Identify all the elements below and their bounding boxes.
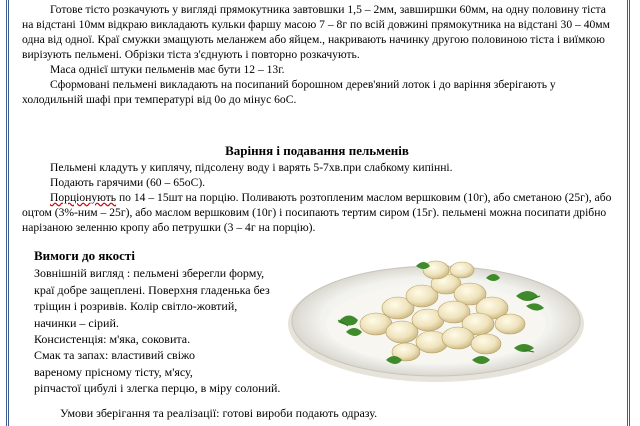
paragraph-mass: Маса однієї штуки пельменів має бути 12 – 13г.	[50, 63, 285, 76]
cooking-section	[22, 160, 612, 235]
paragraph-storage-before: Сформовані пельмені викладають на посипаний борошном дерев'яний лоток і до варіння зберігають у холодильній шафі при температурі від 0о до мінус 6оС.	[22, 78, 556, 106]
quality-line: ріпчастої цибулі і злегка перцю, в міру солоний.	[34, 381, 281, 396]
storage-note: Умови зберігання та реалізації: готові вироби подають одразу.	[60, 406, 378, 420]
pelmeni-plate-image	[286, 236, 586, 386]
paragraph-boil: Пельмені кладуть у киплячу, підсолену воду і варять 5-7хв.при слабкому кипінні.	[50, 161, 453, 174]
quality-line: Зовнішній вигляд : пельмені зберегли форму,	[34, 266, 265, 281]
quality-line: начинки – сірий.	[34, 315, 119, 330]
portion-text: по 14 – 15шт на порцію. Поливають розтопленим маслом вершковим (10г), або сметаною (25г), або оцтом (3%-ним – 25г), або маслом вершковим (10г) і посипають тертим сиром (15г). пельмені можна посипати дрібно нарізаною зеленню кропу або петрушки (3 – 4г на порцію).	[22, 191, 612, 234]
paragraph-serve-temp: Подають гарячими (60 – 65оС).	[50, 176, 206, 189]
quality-line: тріщин і розривів. Колір світло-жовтий,	[34, 299, 238, 314]
quality-line: Консистенція: м'яка, соковита.	[34, 332, 191, 347]
quality-line: Смак та запах: властивий свіжо	[34, 348, 196, 363]
portion-word: Порціонують	[50, 191, 117, 204]
paragraph-dough: Готове тісто розкачують у вигляді прямокутника завтовшки 1,5 – 2мм, завширшки 60мм, на одну половину тіста на відстані 10мм відкраю викладають кульки фаршу масою 7 – 8г по всій довжині прямокутника на відстані 30 – 40мм одна від одної. Краї смужки змащують меланжем або яйцем., накривають начинку другою половиною тіста і виїмкою вирізують пельмені. Обрізки тіста з'єднують і повторно розкачують.	[22, 3, 610, 61]
quality-line: вареному прісному тісту, м'ясу,	[34, 364, 193, 379]
paragraph-portion	[22, 190, 612, 235]
quality-heading: Вимоги до якості	[34, 248, 135, 263]
quality-line: краї добре защеплені. Поверхня гладенька без	[34, 282, 270, 297]
document-page	[22, 2, 612, 107]
section-heading: Варіння і подавання пельменів	[225, 143, 409, 158]
